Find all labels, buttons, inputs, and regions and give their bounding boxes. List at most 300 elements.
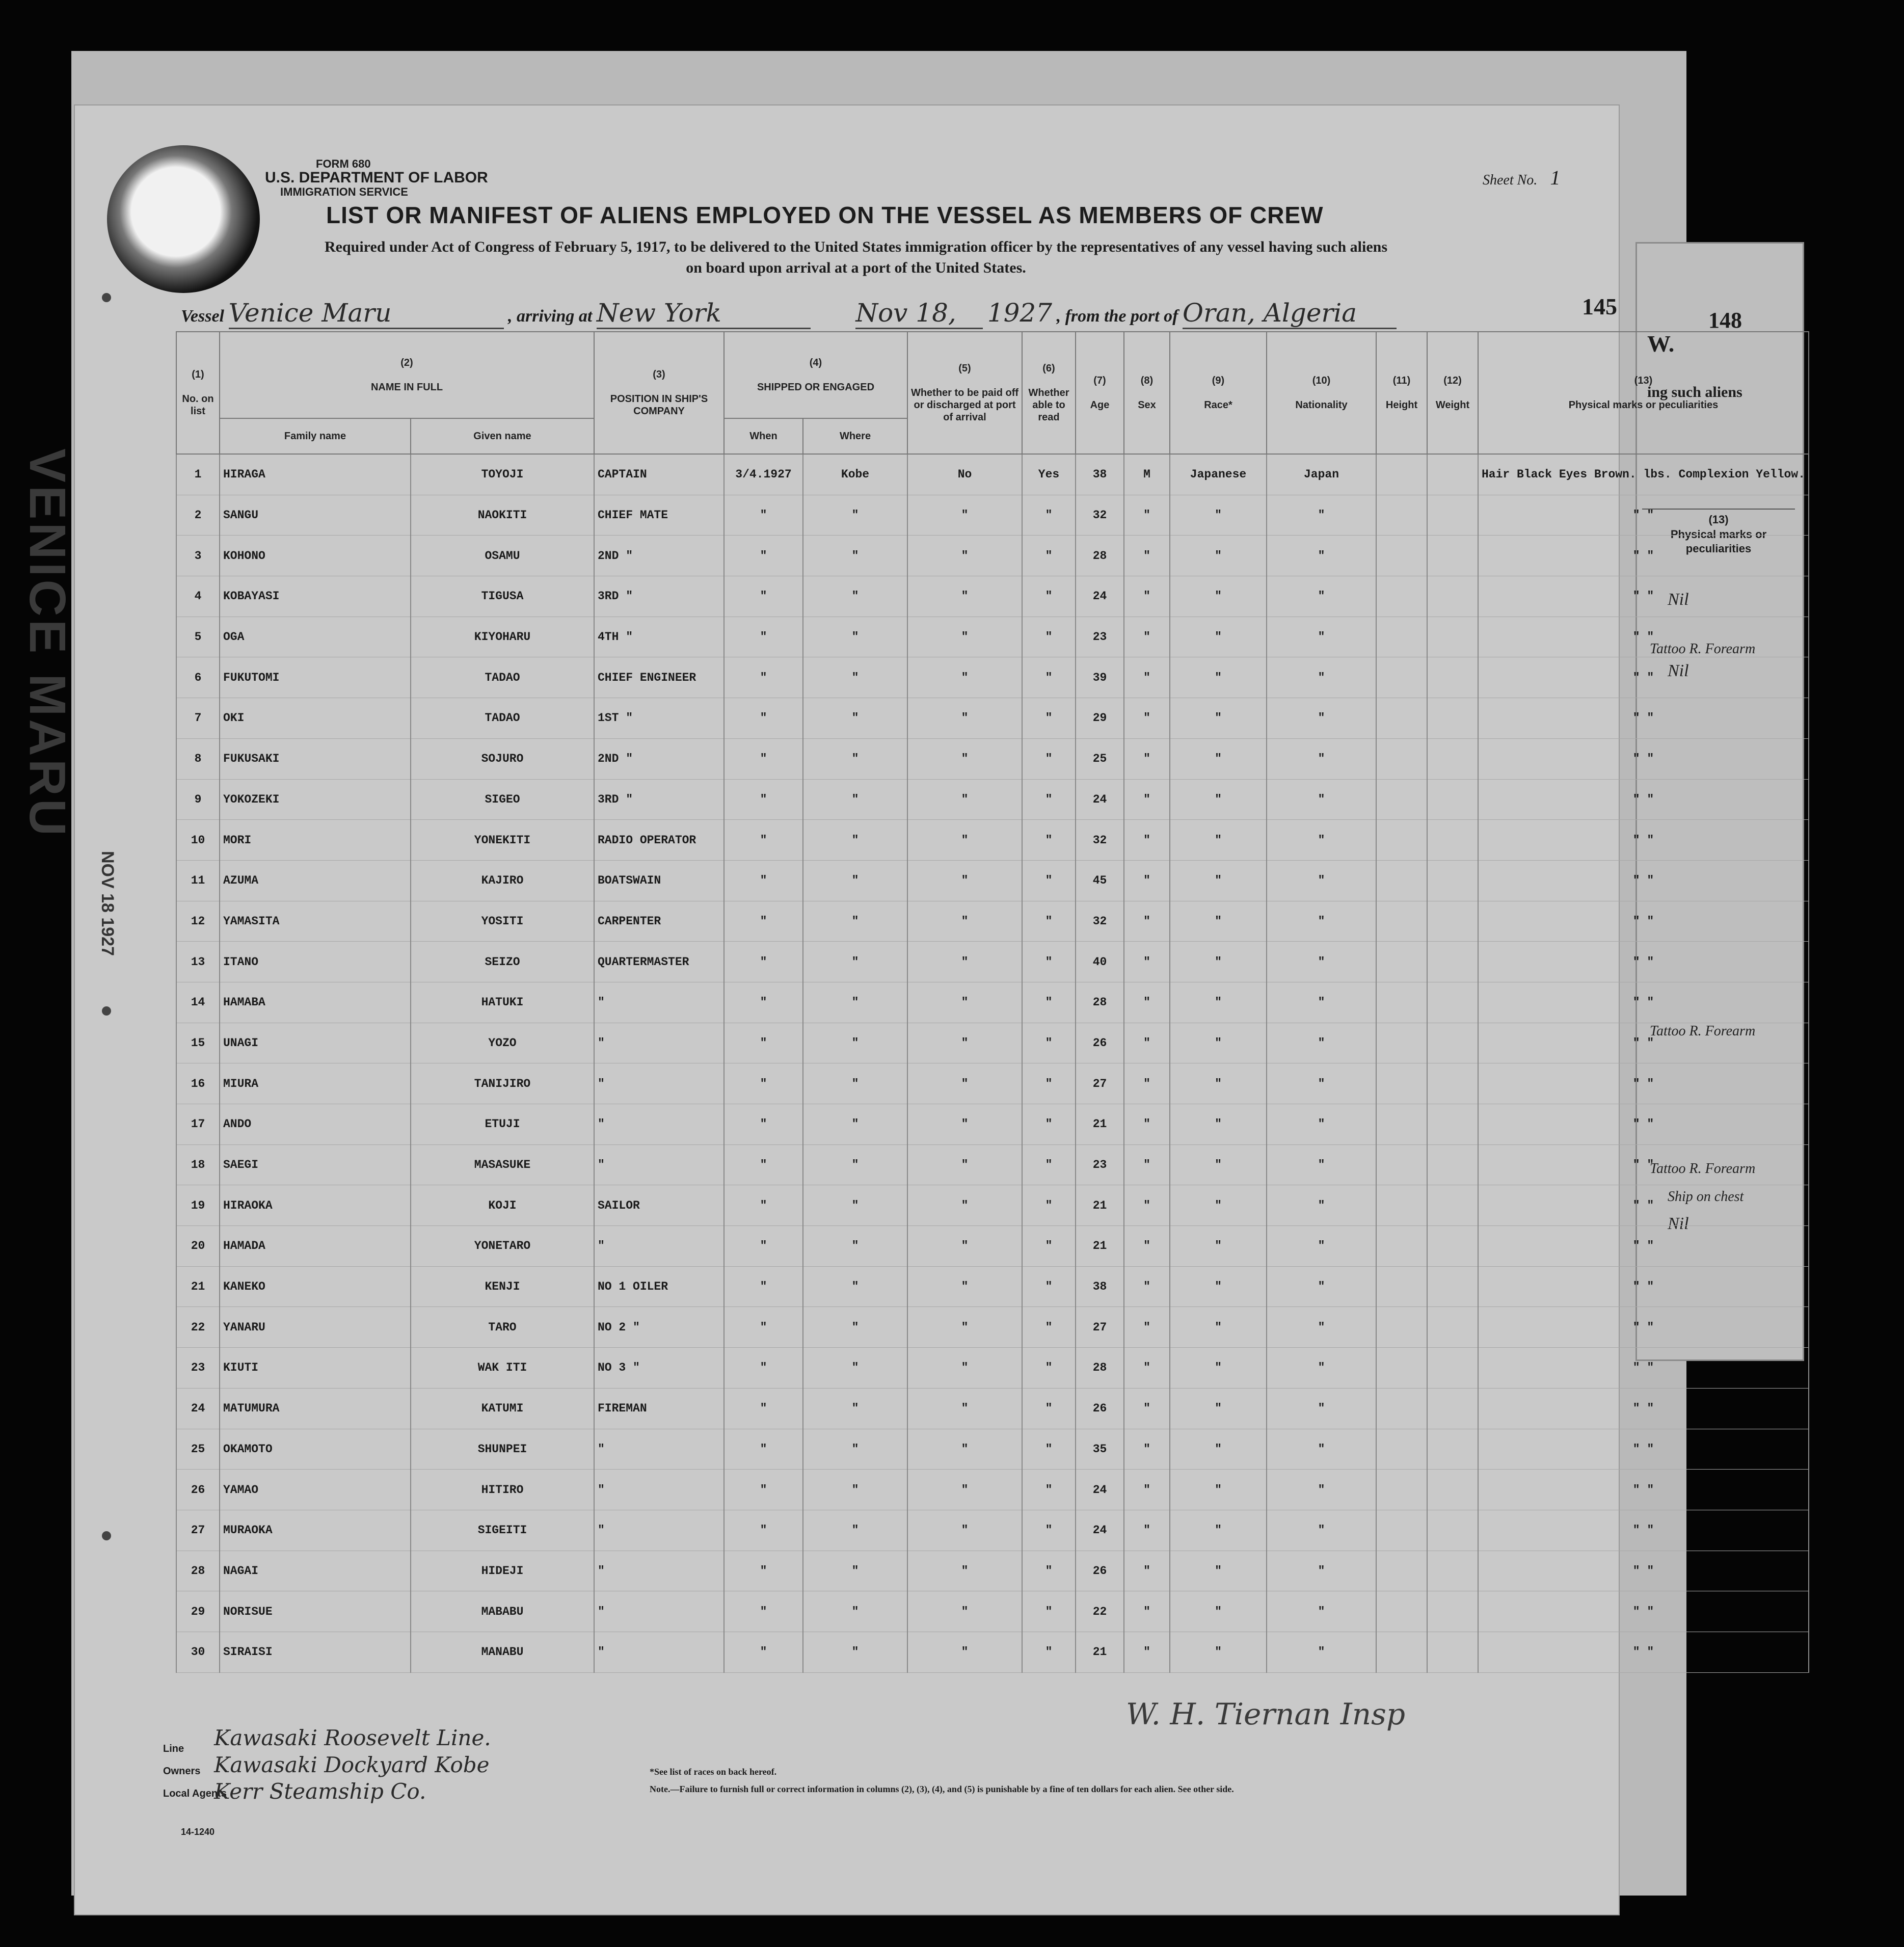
family-name-cell: UNAGI [220,1023,411,1063]
physical-marks-cell: " " [1478,1591,1809,1632]
age-cell: 24 [1076,1510,1124,1551]
date-stamp: NOV 18 1927 [98,851,117,956]
age-cell: 39 [1076,657,1124,698]
table-row [176,1551,1809,1591]
shipped-where-cell: " [803,1104,907,1145]
sex-cell: M [1124,454,1170,495]
physical-marks-cell: " " [1478,495,1809,536]
able-to-read-cell: " [1022,982,1076,1023]
position-cell: CHIEF MATE [594,495,724,536]
shipped-where-cell: " [803,860,907,901]
table-row [176,495,1809,536]
age-cell: 28 [1076,536,1124,576]
given-name-cell: TADAO [411,657,594,698]
shipped-where-cell: Kobe [803,454,907,495]
family-name-cell: FUKUSAKI [220,738,411,779]
able-to-read-cell: " [1022,1185,1076,1226]
weight-cell [1427,657,1478,698]
given-name-cell: TIGUSA [411,576,594,617]
paid-off-cell: " [907,698,1022,739]
shipped-where-cell: " [803,1266,907,1307]
shipped-when-cell: " [724,1144,803,1185]
nationality-cell: " [1267,1510,1376,1551]
table-row [176,1144,1809,1185]
height-cell [1376,495,1427,536]
service-name: IMMIGRATION SERVICE [280,185,408,198]
sex-cell: " [1124,1632,1170,1672]
adjacent-note: Nil [1668,590,1689,609]
given-name-cell: MANABU [411,1632,594,1672]
row-number-cell: 3 [176,536,220,576]
shipped-when-cell: " [724,1429,803,1470]
physical-marks-cell: " " [1478,1144,1809,1185]
position-cell: SAILOR [594,1185,724,1226]
weight-cell [1427,1226,1478,1267]
position-cell: CHIEF ENGINEER [594,657,724,698]
position-cell: " [594,1551,724,1591]
physical-marks-cell: " " [1478,1388,1809,1429]
shipped-when-cell: " [724,738,803,779]
race-cell: " [1170,982,1267,1023]
nationality-cell: " [1267,576,1376,617]
family-name-cell: ITANO [220,942,411,982]
age-cell: 22 [1076,1591,1124,1632]
position-cell: " [594,1470,724,1510]
weight-cell [1427,1348,1478,1389]
given-name-cell: TANIJIRO [411,1063,594,1104]
adjacent-sheet-text: ing such aliens [1647,384,1742,401]
physical-marks-cell: " " [1478,657,1809,698]
physical-marks-cell: " " [1478,1185,1809,1226]
row-number-cell: 19 [176,1185,220,1226]
shipped-where-cell: " [803,1388,907,1429]
binder-hole [102,1006,111,1016]
shipped-where-cell: " [803,1023,907,1063]
family-name-cell: KOHONO [220,536,411,576]
row-number-cell: 11 [176,860,220,901]
age-cell: 32 [1076,495,1124,536]
weight-cell [1427,1266,1478,1307]
family-name-cell: SANGU [220,495,411,536]
family-name-cell: SAEGI [220,1144,411,1185]
given-name-cell: YOSITI [411,901,594,942]
vessel-stamp: VENICE MARU [19,448,76,839]
position-cell: " [594,1144,724,1185]
position-cell: NO 2 " [594,1307,724,1348]
given-name-cell: HATUKI [411,982,594,1023]
row-number-cell: 12 [176,901,220,942]
table-row [176,1226,1809,1267]
sex-cell: " [1124,1144,1170,1185]
adjacent-note: Tattoo R. Forearm [1650,1023,1756,1039]
height-cell [1376,942,1427,982]
row-number-cell: 29 [176,1591,220,1632]
shipped-when-cell: " [724,1470,803,1510]
departure-port: Oran, Algeria [1183,298,1397,329]
race-cell: " [1170,820,1267,861]
agents-label: Local Agents [163,1788,227,1799]
race-cell: " [1170,779,1267,820]
family-name-cell: HAMABA [220,982,411,1023]
family-name-cell: OKI [220,698,411,739]
race-cell: " [1170,698,1267,739]
given-name-cell: TARO [411,1307,594,1348]
height-cell [1376,1348,1427,1389]
family-name-cell: MURAOKA [220,1510,411,1551]
family-name-cell: MORI [220,820,411,861]
table-row [176,1510,1809,1551]
row-number-cell: 26 [176,1470,220,1510]
shipped-where-cell: " [803,1429,907,1470]
col-age: (7) Age [1076,332,1124,454]
agents-value: Kerr Steamship Co. [214,1779,426,1804]
paid-off-cell: " [907,1429,1022,1470]
nationality-cell: " [1267,536,1376,576]
table-row [176,576,1809,617]
sex-cell: " [1124,942,1170,982]
sex-cell: " [1124,1023,1170,1063]
sex-cell: " [1124,901,1170,942]
table-row [176,1023,1809,1063]
paid-off-cell: " [907,1063,1022,1104]
shipped-when-cell: " [724,1510,803,1551]
given-name-cell: SEIZO [411,942,594,982]
age-cell: 21 [1076,1104,1124,1145]
adjacent-note: Ship on chest [1668,1189,1744,1205]
physical-marks-cell: " " [1478,1023,1809,1063]
col-given-name: Given name [411,418,594,454]
paid-off-cell: " [907,1185,1022,1226]
given-name-cell: KIYOHARU [411,617,594,657]
race-cell: " [1170,1307,1267,1348]
shipped-when-cell: " [724,617,803,657]
inspector-signature: W. H. Tiernan Insp [1126,1697,1405,1731]
requirement-line-1: Required under Act of Congress of February 5, 1917, to be delivered to the United States immigration officer by the representatives of any vessel having such aliens [325,238,1387,255]
row-number-cell: 10 [176,820,220,861]
nationality-cell: " [1267,495,1376,536]
age-cell: 38 [1076,454,1124,495]
family-name-cell: HIRAGA [220,454,411,495]
row-number-cell: 27 [176,1510,220,1551]
table-row [176,1470,1809,1510]
able-to-read-cell: " [1022,860,1076,901]
shipped-when-cell: " [724,1348,803,1389]
paid-off-cell: " [907,820,1022,861]
owners-value: Kawasaki Dockyard Kobe [214,1752,490,1777]
col-marks: (13) Physical marks or peculiarities [1478,332,1809,454]
able-to-read-cell: " [1022,1307,1076,1348]
position-cell: 3RD " [594,576,724,617]
physical-marks-cell: " " [1478,1104,1809,1145]
given-name-cell: HIDEJI [411,1551,594,1591]
row-number-cell: 25 [176,1429,220,1470]
shipped-where-cell: " [803,657,907,698]
shipped-when-cell: " [724,1023,803,1063]
weight-cell [1427,901,1478,942]
height-cell [1376,1388,1427,1429]
family-name-cell: KIUTI [220,1348,411,1389]
vessel-name: Venice Maru [229,298,504,329]
col-height: (11) Height [1376,332,1427,454]
race-cell: " [1170,1551,1267,1591]
family-name-cell: OGA [220,617,411,657]
shipped-where-cell: " [803,698,907,739]
form-number: FORM 680 [316,157,371,170]
row-number-cell: 7 [176,698,220,739]
sex-cell: " [1124,1063,1170,1104]
physical-marks-cell: " " [1478,1266,1809,1307]
family-name-cell: FUKUTOMI [220,657,411,698]
age-cell: 26 [1076,1388,1124,1429]
adjacent-sheet-w: W. [1647,331,1675,357]
weight-cell [1427,1104,1478,1145]
paid-off-cell: " [907,1226,1022,1267]
paid-off-cell: " [907,1266,1022,1307]
sex-cell: " [1124,576,1170,617]
position-cell: " [594,1226,724,1267]
able-to-read-cell: " [1022,617,1076,657]
row-number-cell: 2 [176,495,220,536]
row-number-cell: 28 [176,1551,220,1591]
age-cell: 29 [1076,698,1124,739]
page-number: 145 [1582,294,1617,319]
paid-off-cell: " [907,1144,1022,1185]
given-name-cell: KENJI [411,1266,594,1307]
nationality-cell: " [1267,942,1376,982]
able-to-read-cell: " [1022,1591,1076,1632]
nationality-cell: " [1267,1266,1376,1307]
able-to-read-cell: " [1022,698,1076,739]
row-number-cell: 30 [176,1632,220,1672]
col-race: (9) Race* [1170,332,1267,454]
vessel-line [181,298,1397,329]
given-name-cell: MASASUKE [411,1144,594,1185]
sex-cell: " [1124,495,1170,536]
table-row [176,698,1809,739]
physical-marks-cell: " " [1478,1063,1809,1104]
age-cell: 27 [1076,1307,1124,1348]
footnotes [650,1763,1234,1798]
sex-cell: " [1124,1185,1170,1226]
family-name-cell: OKAMOTO [220,1429,411,1470]
nationality-cell: " [1267,738,1376,779]
nationality-cell: " [1267,779,1376,820]
nationality-cell: " [1267,901,1376,942]
row-number-cell: 20 [176,1226,220,1267]
family-name-cell: NAGAI [220,1551,411,1591]
age-cell: 24 [1076,1470,1124,1510]
given-name-cell: ETUJI [411,1104,594,1145]
shipped-where-cell: " [803,1470,907,1510]
row-number-cell: 21 [176,1266,220,1307]
position-cell: CAPTAIN [594,454,724,495]
shipped-when-cell: " [724,901,803,942]
shipped-where-cell: " [803,738,907,779]
row-number-cell: 23 [176,1348,220,1389]
given-name-cell: SHUNPEI [411,1429,594,1470]
table-row [176,1388,1809,1429]
sex-cell: " [1124,1348,1170,1389]
row-number-cell: 24 [176,1388,220,1429]
paid-off-cell: " [907,495,1022,536]
shipped-when-cell: " [724,576,803,617]
paid-off-cell: " [907,657,1022,698]
physical-marks-cell: " " [1478,1551,1809,1591]
race-cell: " [1170,1429,1267,1470]
height-cell [1376,1591,1427,1632]
col-position: (3) POSITION IN SHIP'S COMPANY [594,332,724,454]
physical-marks-cell: " " [1478,576,1809,617]
given-name-cell: NAOKITI [411,495,594,536]
shipped-where-cell: " [803,536,907,576]
physical-marks-cell: " " [1478,820,1809,861]
weight-cell [1427,1510,1478,1551]
family-name-cell: MIURA [220,1063,411,1104]
weight-cell [1427,1551,1478,1591]
adjacent-col-num: (13) [1708,513,1729,526]
height-cell [1376,779,1427,820]
able-to-read-cell: " [1022,1226,1076,1267]
able-to-read-cell: " [1022,1104,1076,1145]
able-to-read-cell: " [1022,1144,1076,1185]
nationality-cell: " [1267,1348,1376,1389]
sex-cell: " [1124,860,1170,901]
nationality-cell: " [1267,1185,1376,1226]
table-row [176,1063,1809,1104]
paid-off-cell: " [907,1470,1022,1510]
col-when: When [724,418,803,454]
col-nationality: (10) Nationality [1267,332,1376,454]
given-name-cell: HITIRO [411,1470,594,1510]
position-cell: NO 1 OILER [594,1266,724,1307]
family-name-cell: KANEKO [220,1266,411,1307]
weight-cell [1427,1591,1478,1632]
paid-off-cell: " [907,536,1022,576]
sex-cell: " [1124,1591,1170,1632]
weight-cell [1427,1307,1478,1348]
table-row [176,1307,1809,1348]
shipped-when-cell: " [724,1307,803,1348]
age-cell: 23 [1076,617,1124,657]
paid-off-cell: " [907,779,1022,820]
height-cell [1376,860,1427,901]
weight-cell [1427,617,1478,657]
table-row [176,860,1809,901]
footer-values [214,1725,491,1805]
able-to-read-cell: " [1022,901,1076,942]
race-cell: " [1170,495,1267,536]
shipped-where-cell: " [803,1185,907,1226]
physical-marks-cell: " " [1478,1307,1809,1348]
row-number-cell: 6 [176,657,220,698]
position-cell: " [594,1023,724,1063]
row-number-cell: 17 [176,1104,220,1145]
paid-off-cell: " [907,1104,1022,1145]
table-row [176,1104,1809,1145]
sex-cell: " [1124,698,1170,739]
table-row [176,536,1809,576]
paid-off-cell: " [907,1023,1022,1063]
legal-requirement [257,237,1455,278]
table-row [176,1429,1809,1470]
race-cell: " [1170,1185,1267,1226]
given-name-cell: MABABU [411,1591,594,1632]
nationality-cell: " [1267,1591,1376,1632]
able-to-read-cell: " [1022,1063,1076,1104]
weight-cell [1427,820,1478,861]
given-name-cell: KATUMI [411,1388,594,1429]
paid-off-cell: " [907,1510,1022,1551]
position-cell: RADIO OPERATOR [594,820,724,861]
weight-cell [1427,536,1478,576]
shipped-when-cell: " [724,1388,803,1429]
sex-cell: " [1124,1307,1170,1348]
shipped-when-cell: " [724,779,803,820]
position-cell: " [594,1429,724,1470]
table-row [176,617,1809,657]
able-to-read-cell: " [1022,536,1076,576]
shipped-when-cell: " [724,1185,803,1226]
height-cell [1376,1185,1427,1226]
physical-marks-cell: " " [1478,942,1809,982]
physical-marks-cell: " " [1478,982,1809,1023]
shipped-when-cell: " [724,536,803,576]
seal-emblem [107,145,260,293]
shipped-where-cell: " [803,1307,907,1348]
shipped-where-cell: " [803,1510,907,1551]
race-cell: " [1170,1470,1267,1510]
line-label: Line [163,1743,184,1754]
shipped-when-cell: " [724,1104,803,1145]
shipped-where-cell: " [803,1226,907,1267]
weight-cell [1427,495,1478,536]
col-name: (2) NAME IN FULL [220,332,594,418]
form-code: 14-1240 [181,1827,215,1837]
paid-off-cell: " [907,576,1022,617]
shipped-when-cell: " [724,1591,803,1632]
row-number-cell: 16 [176,1063,220,1104]
paid-off-cell: " [907,982,1022,1023]
sex-cell: " [1124,982,1170,1023]
sex-cell: " [1124,779,1170,820]
height-cell [1376,617,1427,657]
nationality-cell: " [1267,657,1376,698]
height-cell [1376,820,1427,861]
col-weight: (12) Weight [1427,332,1478,454]
table-header [176,332,1809,454]
race-cell: " [1170,942,1267,982]
binder-hole [102,1531,111,1540]
height-cell [1376,536,1427,576]
sex-cell: " [1124,617,1170,657]
row-number-cell: 14 [176,982,220,1023]
shipped-where-cell: " [803,617,907,657]
able-to-read-cell: " [1022,1348,1076,1389]
paid-off-cell: " [907,1388,1022,1429]
age-cell: 45 [1076,860,1124,901]
shipped-where-cell: " [803,1348,907,1389]
age-cell: 26 [1076,1551,1124,1591]
form-header [265,158,488,198]
able-to-read-cell: " [1022,576,1076,617]
height-cell [1376,1429,1427,1470]
race-cell: " [1170,1144,1267,1185]
given-name-cell: SOJURO [411,738,594,779]
paid-off-cell: " [907,617,1022,657]
races-note: *See list of races on back hereof. [650,1767,777,1777]
position-cell: 4TH " [594,617,724,657]
sex-cell: " [1124,1226,1170,1267]
